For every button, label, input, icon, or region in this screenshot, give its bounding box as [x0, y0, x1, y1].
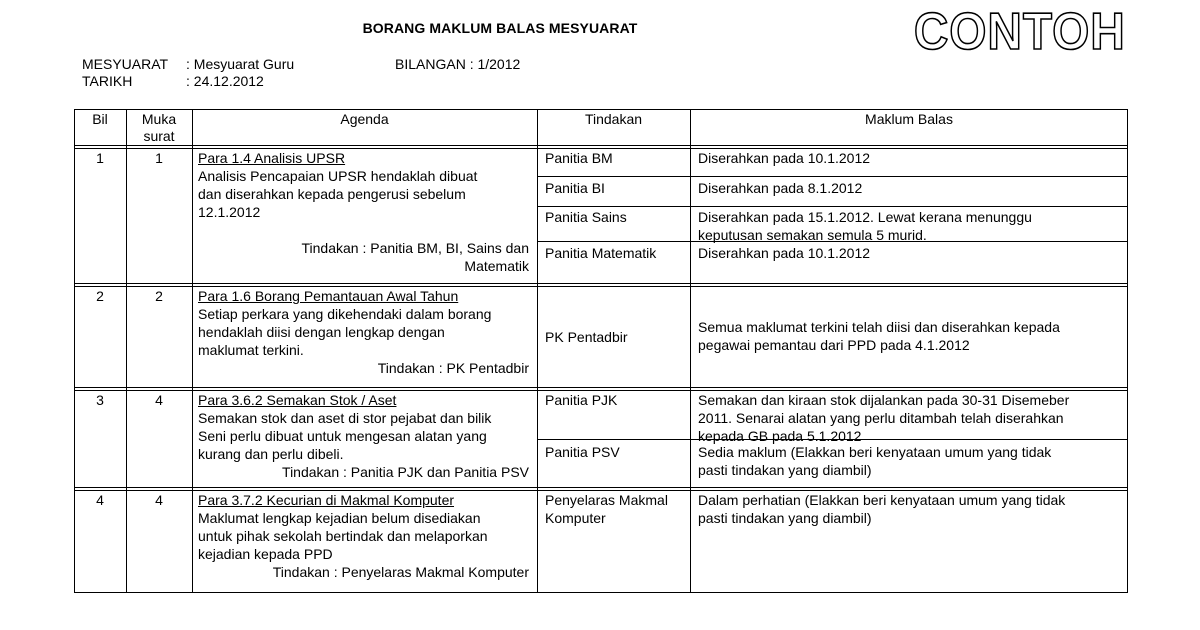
row2-agenda-action: Tindakan : PK Pentadbir [377, 360, 529, 376]
row4-muka: 4 [155, 492, 163, 508]
row3-tindakan-psv: Panitia PSV [545, 444, 620, 460]
row3-agenda-text: Seni perlu dibuat untuk mengesan alatan yang [198, 428, 487, 444]
row1-agenda-text: 12.1.2012 [198, 204, 261, 220]
row3-maklum-pjk: Semakan dan kiraan stok dijalankan pada 30-31 Disemeber [698, 392, 1070, 408]
row2-bil: 2 [96, 288, 104, 304]
row2-agenda-text: maklumat terkini. [198, 342, 304, 358]
row2-tindakan: PK Pentadbir [545, 329, 628, 345]
row3-maklum-psv: Sedia maklum (Elakkan beri kenyataan umum yang tidak [698, 444, 1052, 460]
row1-tindakan-sains: Panitia Sains [545, 209, 627, 225]
row4-agenda-action: Tindakan : Penyelaras Makmal Komputer [272, 564, 529, 580]
header-bil: Bil [92, 111, 108, 127]
form-title: BORANG MAKLUM BALAS MESYUARAT [362, 20, 638, 36]
row2-maklum: Semua maklumat terkini telah diisi dan diserahkan kepada [698, 319, 1060, 335]
row1-agenda-title: Para 1.4 Analisis UPSR [198, 150, 346, 166]
row1-maklum-sains: keputusan semakan semula 5 murid. [698, 227, 927, 243]
row2-agenda-text: hendaklah diisi dengan lengkap dengan [198, 324, 445, 340]
row4-maklum: Dalam perhatian (Elakkan beri kenyataan umum yang tidak [698, 492, 1066, 508]
contoh-stamp [912, 2, 1126, 61]
row1-tindakan-bi: Panitia BI [545, 180, 605, 196]
svg-text:CONTOH: CONTOH [913, 2, 1126, 61]
header-maklum-balas: Maklum Balas [865, 111, 953, 127]
row1-muka: 1 [155, 150, 163, 166]
row3-maklum-psv: pasti tindakan yang diambil) [698, 462, 872, 478]
row4-agenda-text: untuk pihak sekolah bertindak dan melaporkan [198, 528, 488, 544]
row3-maklum-pjk: kepada GB pada 5.1.2012 [698, 428, 862, 444]
row1-bil: 1 [96, 150, 104, 166]
row4-tindakan: Penyelaras Makmal Komputer [545, 492, 668, 526]
row3-muka: 4 [155, 392, 163, 408]
feedback-table [74, 109, 1128, 593]
date-line [82, 73, 264, 90]
mesyuarat-value: : Mesyuarat Guru [186, 56, 295, 72]
row1-maklum-sains: Diserahkan pada 15.1.2012. Lewat kerana menunggu [698, 209, 1032, 225]
row4-agenda-title: Para 3.7.2 Kecurian di Makmal Komputer [198, 492, 455, 508]
tarikh-value: : 24.12.2012 [186, 73, 264, 89]
row1-agenda-action: Matematik [464, 258, 529, 274]
row4-maklum: pasti tindakan yang diambil) [698, 510, 872, 526]
bilangan-value: BILANGAN : 1/2012 [395, 56, 521, 72]
row3-tindakan-pjk: Panitia PJK [545, 392, 618, 408]
mesyuarat-label: MESYUARAT [82, 56, 169, 72]
row2-muka: 2 [155, 288, 163, 304]
meeting-line [82, 56, 294, 73]
header-muka: Muka [141, 111, 177, 127]
row1-maklum-bm: Diserahkan pada 10.1.2012 [698, 150, 871, 166]
header-tindakan: Tindakan [584, 111, 643, 127]
row1-agenda-text: Analisis Pencapaian UPSR hendaklah dibuat [198, 168, 478, 184]
row1-maklum-bi: Diserahkan pada 8.1.2012 [698, 180, 863, 196]
row1-agenda-action: Tindakan : Panitia BM, BI, Sains dan [301, 240, 529, 256]
row1-maklum-matematik: Diserahkan pada 10.1.2012 [698, 245, 871, 261]
row3-agenda-text: Semakan stok dan aset di stor pejabat dan bilik [198, 410, 492, 426]
row2-agenda-title: Para 1.6 Borang Pemantauan Awal Tahun [198, 288, 459, 304]
row1-tindakan-matematik: Panitia Matematik [545, 245, 657, 261]
row1-tindakan-bm: Panitia BM [545, 150, 613, 166]
row4-bil: 4 [96, 492, 104, 508]
row3-bil: 3 [96, 392, 104, 408]
row2-maklum: pegawai pemantau dari PPD pada 4.1.2012 [698, 337, 970, 353]
header-surat: surat [143, 128, 175, 144]
row3-agenda-action: Tindakan : Panitia PJK dan Panitia PSV [282, 464, 529, 480]
tarikh-label: TARIKH [82, 73, 133, 89]
row3-agenda-title: Para 3.6.2 Semakan Stok / Aset [198, 392, 397, 408]
header-agenda: Agenda [340, 111, 389, 127]
row4-agenda-text: kejadian kepada PPD [198, 546, 333, 562]
row3-agenda-text: kurang dan perlu dibeli. [198, 446, 344, 462]
row1-agenda-text: dan diserahkan kepada pengerusi sebelum [198, 186, 466, 202]
row4-agenda-text: Maklumat lengkap kejadian belum disediakan [198, 510, 481, 526]
row3-maklum-pjk: 2011. Senarai alatan yang perlu ditambah telah diserahkan [698, 410, 1064, 426]
row2-agenda-text: Setiap perkara yang dikehendaki dalam borang [198, 306, 492, 322]
